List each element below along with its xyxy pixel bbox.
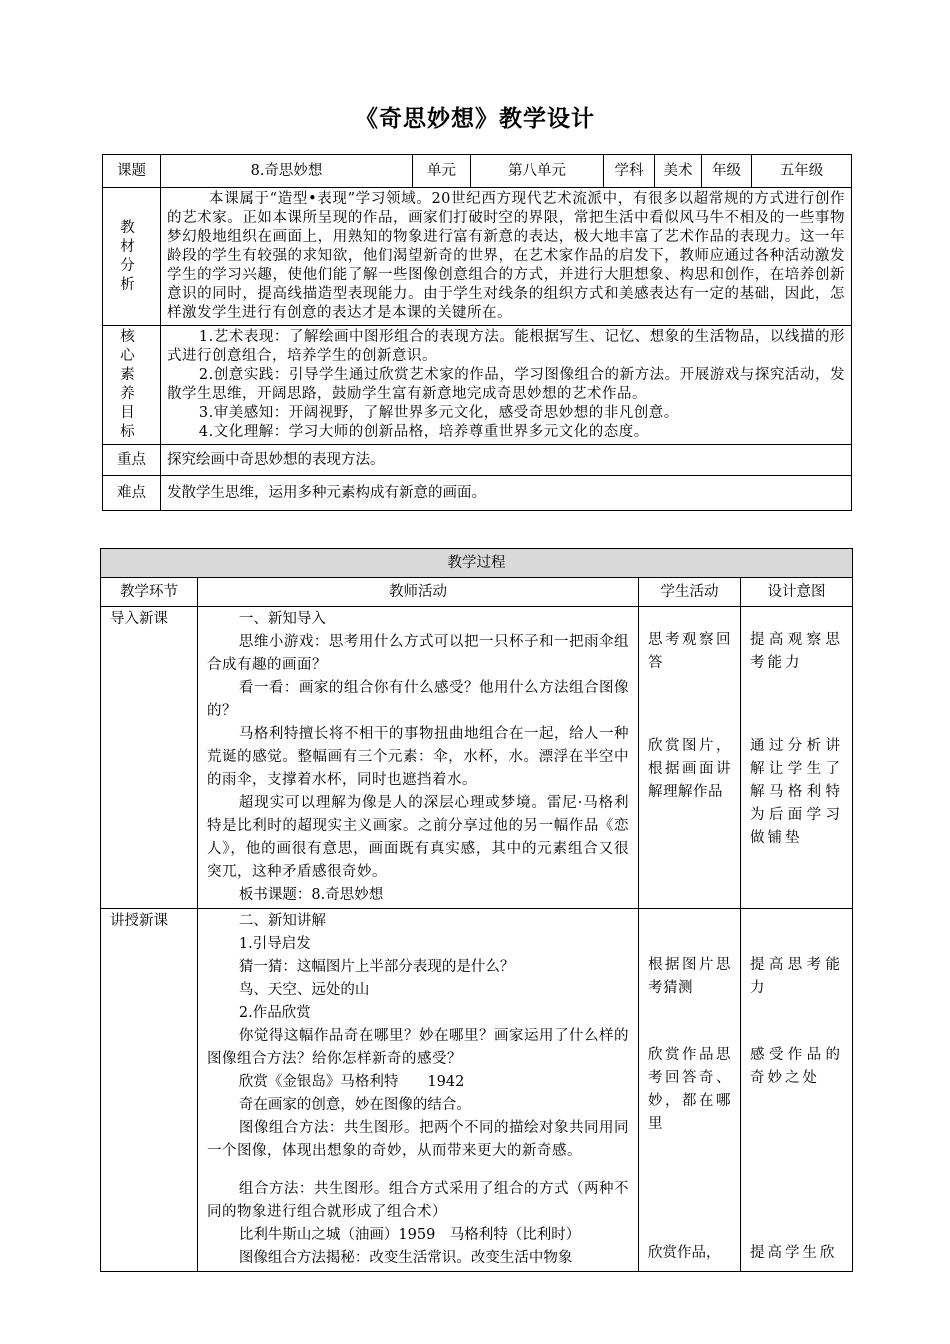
teacher-activity	[198, 607, 639, 909]
teacher-line: 板书课题：8.奇思妙想	[238, 887, 384, 903]
core-label-line3: 目 标	[120, 405, 143, 440]
student-line: 欣赏作品思考回答奇、妙，都在哪里	[648, 1047, 731, 1132]
process-banner-row	[101, 549, 853, 578]
teacher-line: 鸟、天空、远处的山	[238, 982, 370, 998]
grade-value: 五年级	[752, 155, 852, 188]
material-analysis	[161, 188, 852, 326]
unit-value: 第八单元	[471, 155, 604, 188]
core-item: 1.艺术表现：了解绘画中图形组合的表现方法。能根据写生、记忆、想象的生活物品，以线描的形式进行创意组合，培养学生的创新意识。	[167, 329, 845, 364]
core-item: 4.文化理解：学习大师的创新品格，培养尊重世界多元文化的态度。	[198, 424, 649, 440]
material-text: 本课属于“造型•表现”学习领域。20世纪西方现代艺术流派中，有很多以超常规的方式进行创作的艺术家。正如本课所呈现的作品，画家们打破时空的界限，常把生活中看似风马牛不相及的一些事物梦幻般地组织在画面上，用熟知的物象进行富有新意的表达，极大地丰富了艺术作品的表现力。这一年龄段的学生有较强的求知欲，他们渴望新奇的世界，在艺术家作品的启发下，教师应通过各种活动激发学生的学习兴趣，使他们能了解一些图像创意组合的方式，并进行大胆想象、构思和创作，在培养创新意识的同时，提高线描造型表现能力。由于学生对线条的组织方式和美感表达有一定的基础，因此，怎样激发学生进行有创意的表达才是本课的关键所在。	[167, 191, 845, 321]
student-line: 欣赏图片，根据画面讲解理解作品	[648, 738, 731, 800]
difficulty-text: 发散学生思维，运用多种元素构成有新意的画面。	[161, 476, 852, 511]
teacher-line: 看一看：画家的组合你有什么感受？他用什么方法组合图像的？	[207, 680, 629, 719]
header-student: 学生活动	[639, 578, 741, 607]
process-banner: 教学过程	[101, 549, 853, 578]
teacher-line: 2.作品欣赏	[238, 1005, 311, 1021]
core-label-line2: 素 养	[120, 367, 143, 402]
key-row	[103, 445, 852, 476]
process-row-lecture	[101, 909, 853, 1272]
core-label	[103, 326, 161, 445]
page-title: 《奇思妙想》教学设计	[355, 105, 595, 132]
header-stage: 教学环节	[101, 578, 198, 607]
teacher-line: 超现实可以理解为像是人的深层心理或梦境。雷尼·马格利特是比利时的超现实主义画家。之前分享过他的另一幅作品《恋人》，他的画很有意思，画面既有真实感，其中的元素组合又很突兀，这种矛盾感很奇妙。	[207, 795, 629, 880]
core-label-line1: 核 心	[120, 329, 143, 364]
intent-line: 提高观察思考能力	[750, 632, 843, 671]
header-teacher: 教师活动	[198, 578, 639, 607]
teaching-process-table	[100, 548, 853, 1272]
material-label	[103, 188, 161, 326]
core-item: 2.创意实践：引导学生通过欣赏艺术家的作品，学习图像组合的新方法。开展游戏与探究活动，发散学生思维，开阔思路，鼓励学生富有新意地完成奇思妙想的艺术作品。	[167, 367, 845, 402]
key-text: 探究绘画中奇思妙想的表现方法。	[161, 445, 852, 476]
info-header-row	[103, 155, 852, 188]
teacher-line: 猜一猜：这幅图片上半部分表现的是什么？	[238, 959, 515, 975]
core-goals	[161, 326, 852, 445]
key-label: 重点	[103, 445, 161, 476]
intent-line: 提高思考能力	[750, 957, 843, 996]
unit-label: 单元	[413, 155, 471, 188]
teacher-line: 二、新知讲解	[238, 913, 326, 929]
student-activity	[639, 607, 741, 909]
stage-cell: 导入新课	[101, 607, 198, 909]
teacher-activity	[198, 909, 639, 1272]
intent-line: 通过分析讲解让学生了解马格利特为后面学习做铺垫	[750, 738, 843, 846]
student-line: 欣赏作品，	[648, 1245, 721, 1261]
design-intent	[741, 909, 853, 1272]
teacher-line: 图像组合方法揭秘：改变生活常识。改变生活中物象	[238, 1250, 573, 1266]
teacher-line: 1.引导启发	[238, 936, 311, 952]
difficulty-label: 难点	[103, 476, 161, 511]
intent-line: 提高学生欣	[750, 1245, 838, 1261]
teacher-line: 一、新知导入	[238, 611, 326, 627]
teacher-line: 组合方法：共生图形。组合方式采用了组合的方式（两种不同的物象进行组合就形成了组合术）	[207, 1181, 629, 1220]
teacher-line: 奇在画家的创意，妙在图像的结合。	[238, 1097, 471, 1113]
lesson-info-table	[102, 154, 852, 511]
process-row-intro	[101, 607, 853, 909]
teacher-line: 思维小游戏：思考用什么方式可以把一只杯子和一把雨伞组合成有趣的画面？	[207, 634, 629, 673]
subject-value: 美术	[655, 155, 702, 188]
teacher-line: 图像组合方法：共生图形。把两个不同的描绘对象共同用同一个图像，体现出想象的奇妙，从而带来更大的新奇感。	[207, 1120, 629, 1159]
process-header-row	[101, 578, 853, 607]
grade-label: 年级	[702, 155, 752, 188]
teacher-line: 你觉得这幅作品奇在哪里？妙在哪里？画家运用了什么样的图像组合方法？给你怎样新奇的感受？	[207, 1028, 629, 1067]
teacher-line: 比利牛斯山之城（油画）1959 马格利特（比利时）	[238, 1227, 581, 1243]
stage-cell: 讲授新课	[101, 909, 198, 1272]
intent-line: 感受作品的奇妙之处	[750, 1047, 843, 1086]
topic-label: 课题	[103, 155, 161, 188]
design-intent	[741, 607, 853, 909]
teacher-line: 欣赏《金银岛》马格利特 1942	[238, 1074, 465, 1090]
teacher-line: 马格利特擅长将不相干的事物扭曲地组合在一起，给人一种荒诞的感觉。整幅画有三个元素：伞，水杯，水。漂浮在半空中的雨伞，支撑着水杯，同时也遮挡着水。	[207, 726, 629, 788]
header-intent: 设计意图	[741, 578, 853, 607]
student-line: 根据图片思考猜测	[648, 957, 731, 996]
material-label-line1: 教 材	[120, 219, 143, 255]
student-activity	[639, 909, 741, 1272]
material-row	[103, 188, 852, 326]
difficulty-row	[103, 476, 852, 511]
topic-value: 8.奇思妙想	[161, 155, 413, 188]
material-label-line2: 分 析	[120, 257, 143, 293]
student-line: 思考观察回答	[648, 632, 731, 671]
subject-label: 学科	[604, 155, 655, 188]
core-row	[103, 326, 852, 445]
core-item: 3.审美感知：开阔视野，了解世界多元文化，感受奇思妙想的非凡创意。	[198, 405, 679, 421]
